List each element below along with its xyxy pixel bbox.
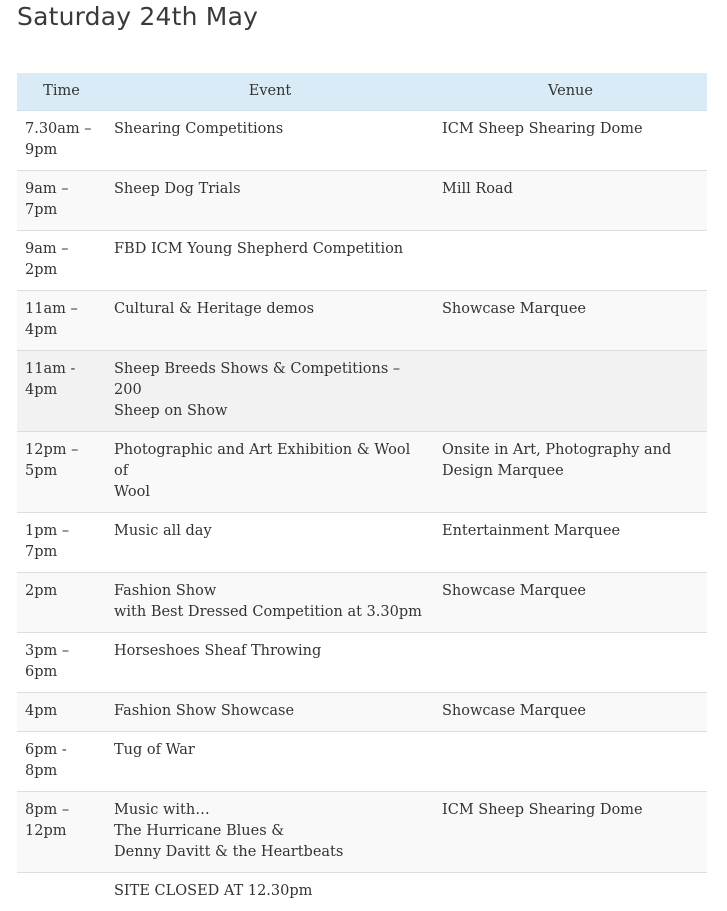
event-cell <box>106 792 434 873</box>
venue-cell <box>434 231 707 291</box>
event-cell <box>106 231 434 291</box>
time-cell <box>17 633 106 693</box>
time-text: 4pm <box>25 701 98 722</box>
time-cell <box>17 792 106 873</box>
schedule-table <box>17 73 707 911</box>
venue-text: ICM Sheep Shearing Dome <box>442 119 699 140</box>
event-text: Sheep on Show <box>114 401 426 422</box>
event-text: SITE CLOSED AT 12.30pm <box>114 881 426 902</box>
time-text: 9am – <box>25 179 98 200</box>
time-cell <box>17 111 106 171</box>
time-text: 6pm <box>25 662 98 683</box>
table-row <box>17 513 707 573</box>
table-row <box>17 873 707 911</box>
time-cell <box>17 231 106 291</box>
time-text: 6pm - <box>25 740 98 761</box>
venue-text: Mill Road <box>442 179 699 200</box>
event-cell <box>106 633 434 693</box>
event-text: The Hurricane Blues & <box>114 821 426 842</box>
time-text: 8pm <box>25 761 98 782</box>
venue-cell <box>434 432 707 513</box>
time-cell <box>17 573 106 633</box>
event-cell <box>106 171 434 231</box>
time-text: 4pm <box>25 380 98 401</box>
time-text: 11am - <box>25 359 98 380</box>
event-text: with Best Dressed Competition at 3.30pm <box>114 602 426 623</box>
time-text: 2pm <box>25 260 98 281</box>
time-text: 11am – <box>25 299 98 320</box>
event-cell <box>106 111 434 171</box>
table-row <box>17 633 707 693</box>
time-cell <box>17 171 106 231</box>
venue-cell <box>434 792 707 873</box>
header-row <box>17 73 707 111</box>
event-text: Music all day <box>114 521 426 542</box>
time-cell <box>17 291 106 351</box>
event-cell <box>106 693 434 732</box>
event-text: Music with… <box>114 800 426 821</box>
event-cell <box>106 873 434 911</box>
event-text: Fashion Show <box>114 581 426 602</box>
event-text: Denny Davitt & the Heartbeats <box>114 842 426 863</box>
table-row <box>17 792 707 873</box>
venue-cell <box>434 111 707 171</box>
venue-text: Showcase Marquee <box>442 581 699 602</box>
time-text: 9am – <box>25 239 98 260</box>
table-row <box>17 111 707 171</box>
time-text: 2pm <box>25 581 98 602</box>
time-text: 1pm – <box>25 521 98 542</box>
venue-text: ICM Sheep Shearing Dome <box>442 800 699 821</box>
time-text: 7pm <box>25 200 98 221</box>
time-text: 12pm <box>25 821 98 842</box>
event-cell <box>106 513 434 573</box>
venue-cell <box>434 633 707 693</box>
time-cell <box>17 432 106 513</box>
venue-cell <box>434 693 707 732</box>
event-text: Shearing Competitions <box>114 119 426 140</box>
event-cell <box>106 291 434 351</box>
column-header-venue: Venue <box>434 73 707 111</box>
event-text: Sheep Breeds Shows & Competitions – 200 <box>114 359 426 401</box>
event-text: Wool <box>114 482 426 503</box>
time-text: 12pm – <box>25 440 98 461</box>
event-cell <box>106 432 434 513</box>
venue-cell <box>434 351 707 432</box>
time-cell <box>17 873 106 911</box>
event-text: Cultural & Heritage demos <box>114 299 426 320</box>
venue-cell <box>434 513 707 573</box>
table-body <box>17 111 707 911</box>
event-cell <box>106 732 434 792</box>
page-title: Saturday 24th May <box>17 2 258 31</box>
venue-text: Onsite in Art, Photography and <box>442 440 699 461</box>
venue-text: Design Marquee <box>442 461 699 482</box>
table-row <box>17 171 707 231</box>
venue-cell <box>434 291 707 351</box>
event-text: Photographic and Art Exhibition & Wool of <box>114 440 426 482</box>
event-text: Tug of War <box>114 740 426 761</box>
table-row <box>17 351 707 432</box>
time-text: 4pm <box>25 320 98 341</box>
venue-cell <box>434 873 707 911</box>
venue-text: Showcase Marquee <box>442 701 699 722</box>
venue-cell <box>434 573 707 633</box>
time-text: 8pm – <box>25 800 98 821</box>
table-row <box>17 693 707 732</box>
time-cell <box>17 693 106 732</box>
venue-text: Showcase Marquee <box>442 299 699 320</box>
time-cell <box>17 732 106 792</box>
time-text: 5pm <box>25 461 98 482</box>
column-header-event: Event <box>106 73 434 111</box>
table-row <box>17 231 707 291</box>
event-cell <box>106 351 434 432</box>
time-cell <box>17 351 106 432</box>
table-row <box>17 291 707 351</box>
venue-text: Entertainment Marquee <box>442 521 699 542</box>
table-row <box>17 732 707 792</box>
time-text: 9pm <box>25 140 98 161</box>
event-text: Fashion Show Showcase <box>114 701 426 722</box>
time-text: 7.30am – <box>25 119 98 140</box>
time-cell <box>17 513 106 573</box>
table-header <box>17 73 707 111</box>
column-header-time: Time <box>17 73 106 111</box>
event-cell <box>106 573 434 633</box>
table-row <box>17 573 707 633</box>
event-text: Horseshoes Sheaf Throwing <box>114 641 426 662</box>
event-text: Sheep Dog Trials <box>114 179 426 200</box>
venue-cell <box>434 171 707 231</box>
time-text: 3pm – <box>25 641 98 662</box>
time-text: 7pm <box>25 542 98 563</box>
table-row <box>17 432 707 513</box>
venue-cell <box>434 732 707 792</box>
event-text: FBD ICM Young Shepherd Competition <box>114 239 426 260</box>
